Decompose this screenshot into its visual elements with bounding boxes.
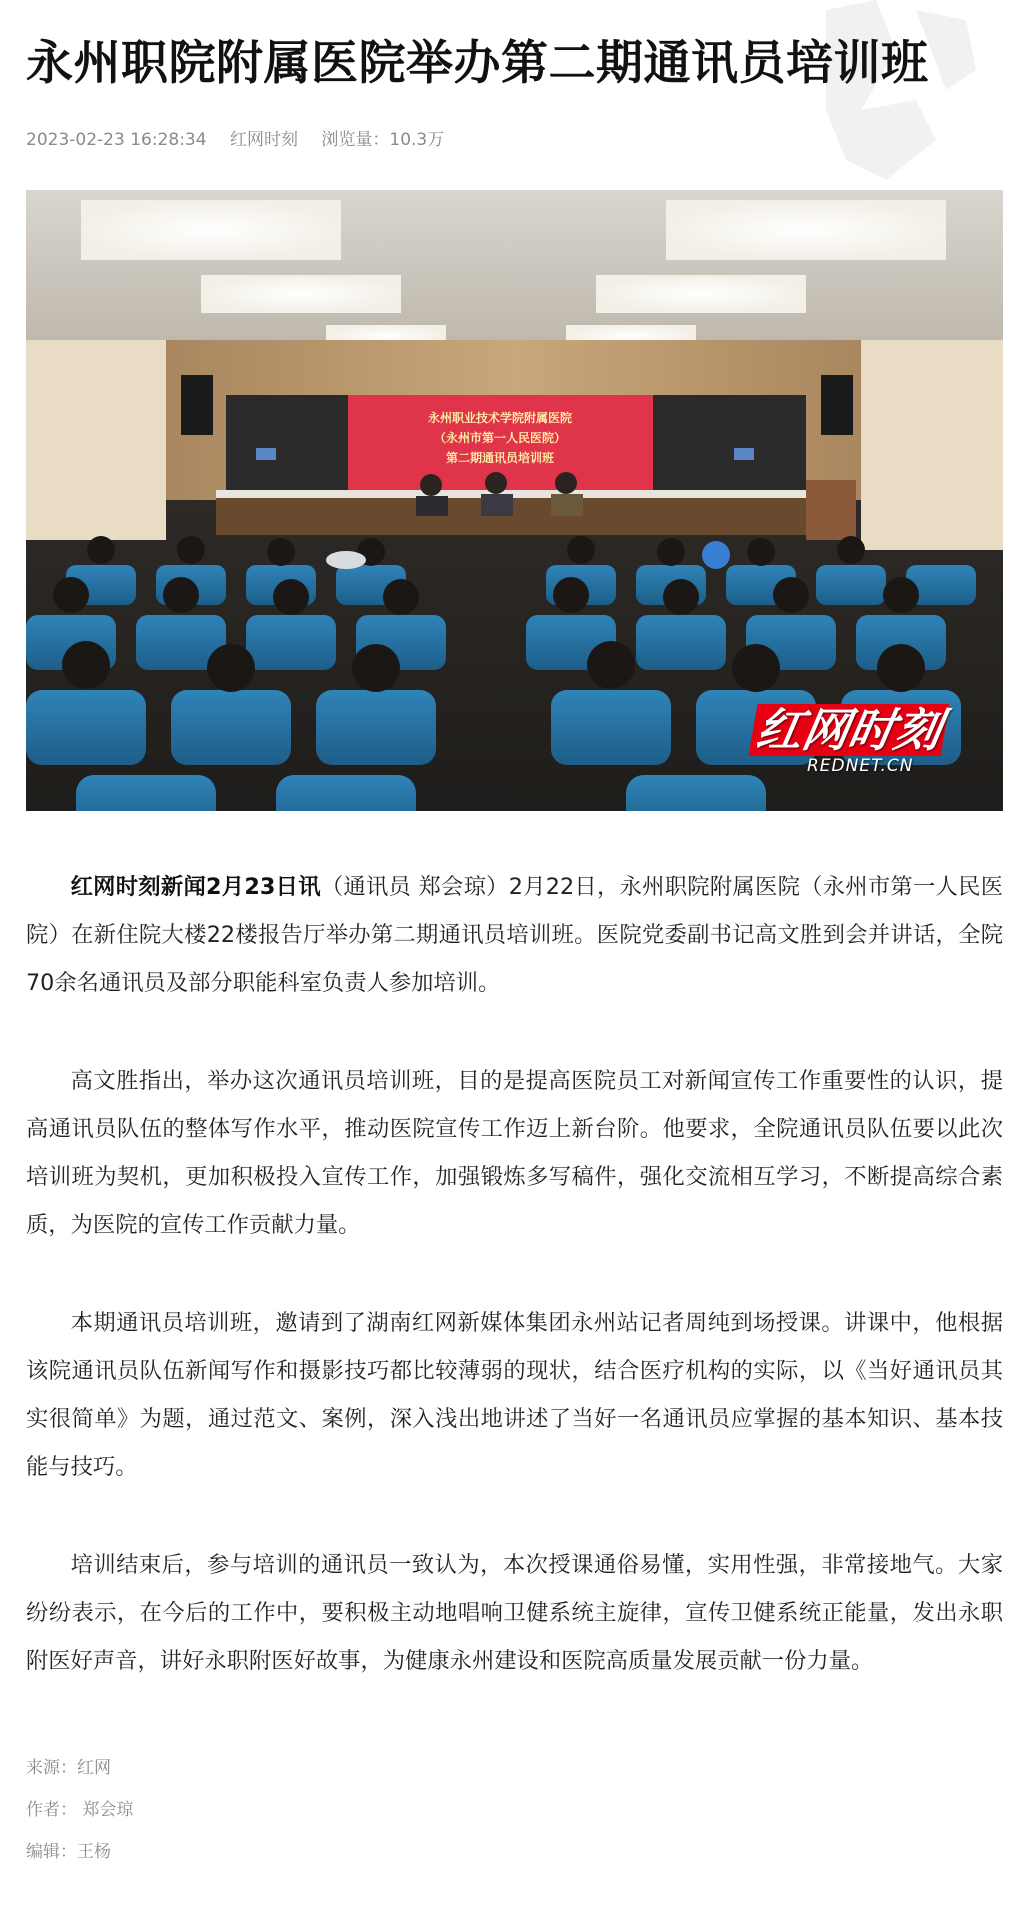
article-title: 永州职院附属医院举办第二期通讯员培训班: [26, 36, 929, 91]
credit-author: 作者： 郑会琼: [26, 1800, 134, 1820]
paragraph-4: [26, 1541, 1003, 1685]
dateline: 红网时刻新闻2月23日讯: [70, 874, 321, 900]
stage-banner-line: （永州市第一人民医院）: [433, 431, 567, 445]
article: [26, 0, 1003, 1873]
views-count: 10.3万: [389, 130, 445, 150]
paragraph-text: 本期通讯员培训班，邀请到了湖南红网新媒体集团永州站记者周纯到场授课。讲课中，他根据该院通讯员队伍新闻写作和摄影技巧都比较薄弱的现状，结合医疗机构的实际，以《当好通讯员其实很简单》为题，通过范文、案例，深入浅出地讲述了当好一名通讯员应掌握的基本知识、基本技能与技巧。: [26, 1310, 1003, 1480]
article-body: [26, 863, 1003, 1685]
rednet-watermark-sub: REDNET.CN: [807, 756, 914, 776]
source-link[interactable]: 红网时刻: [229, 130, 298, 150]
paragraph-2: [26, 1057, 1003, 1249]
credit-editor: 编辑：王杨: [26, 1842, 111, 1862]
paragraph-1: [26, 863, 1003, 1007]
credit-source: 来源：红网: [26, 1758, 111, 1778]
rednet-watermark-main: 红网时刻: [748, 704, 949, 756]
article-meta: [26, 128, 1003, 152]
stage-banner-line: 第二期通讯员培训班: [445, 451, 555, 465]
stage-banner-line: 永州职业技术学院附属医院: [427, 411, 573, 425]
views-label: 浏览量：: [321, 130, 390, 150]
paragraph-text: （通讯员 郑会琼）2月22日，永州职院附属医院（永州市第一人民医院）在新住院大楼22楼报告厅举办第二期通讯员培训班。医院党委副书记高文胜到会并讲话，全院70余名通讯员及部分职能科室负责人参加培训。: [26, 874, 1003, 996]
rednet-watermark: [753, 704, 993, 784]
publish-datetime: 2023-02-23 16:28:34: [26, 130, 207, 150]
paragraph-text: 培训结束后，参与培训的通讯员一致认为，本次授课通俗易懂，实用性强，非常接地气。大家纷纷表示，在今后的工作中，要积极主动地唱响卫健系统主旋律，宣传卫健系统正能量，发出永职附医好声音，讲好永职附医好故事，为健康永州建设和医院高质量发展贡献一份力量。: [26, 1552, 1003, 1674]
article-credits: [26, 1747, 1003, 1873]
paragraph-3: [26, 1299, 1003, 1491]
article-photo: [26, 190, 1003, 811]
paragraph-text: 高文胜指出，举办这次通讯员培训班，目的是提高医院员工对新闻宣传工作重要性的认识，提高通讯员队伍的整体写作水平，推动医院宣传工作迈上新台阶。他要求，全院通讯员队伍要以此次培训班为契机，更加积极投入宣传工作，加强锻炼多写稿件，强化交流相互学习，不断提高综合素质，为医院的宣传工作贡献力量。: [26, 1068, 1003, 1238]
